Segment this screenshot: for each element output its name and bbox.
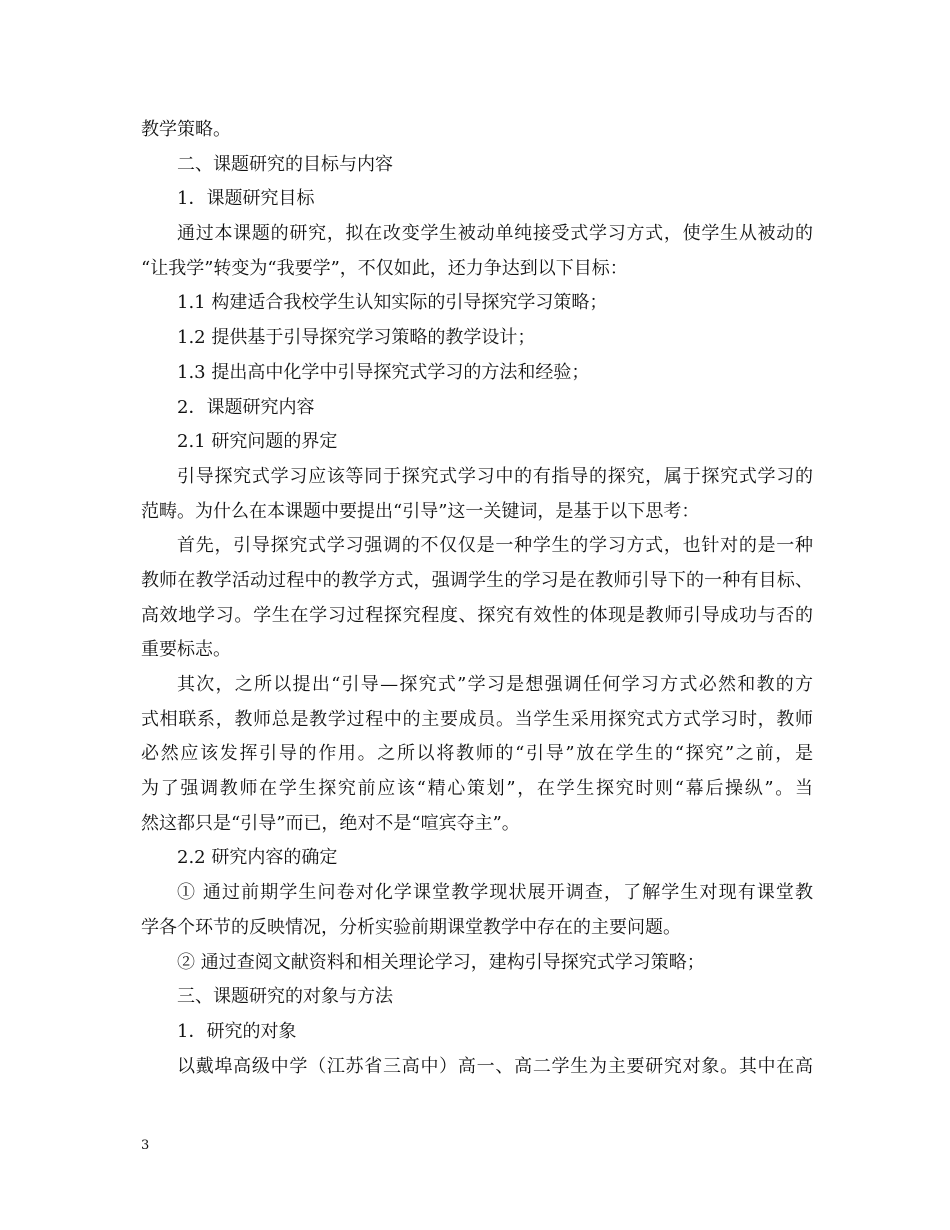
list-item: 1.1 构建适合我校学生认知实际的引导探究学习策略； <box>177 292 608 314</box>
text-line: “让我学”转变为“我要学”，不仅如此，还力争达到以下目标： <box>141 257 628 279</box>
text-line: 为了强调教师在学生探究前应该“精心策划”，在学生探究时则“幕后操纵”。当 <box>141 778 813 800</box>
text-line: 其次，之所以提出“引导—探究式”学习是想强调任何学习方式必然和教的方 <box>177 674 813 695</box>
text-line: 学各个环节的反映情况，分析实验前期课堂教学中存在的主要问题。 <box>141 916 681 938</box>
subsection-heading: 2.2 研究内容的确定 <box>177 847 338 869</box>
text-line: 然这都只是“引导”而已，绝对不是“喧宾夺主”。 <box>141 812 520 834</box>
text-line: 以戴埠高级中学（江苏省三高中）高一、高二学生为主要研究对象。其中在高 <box>177 1055 813 1077</box>
document-body <box>141 113 813 1084</box>
section-heading: 三、课题研究的对象与方法 <box>177 986 393 1008</box>
text-line: 必然应该发挥引导的作用。之所以将教师的“引导”放在学生的“探究”之前，是 <box>141 743 813 765</box>
text-line: 范畴。为什么在本课题中要提出“引导”这一关键词，是基于以下思考： <box>141 500 700 522</box>
text-line: 教师在教学活动过程中的教学方式，强调学生的学习是在教师引导下的一种有目标、 <box>141 569 813 591</box>
text-line: 重要标志。 <box>141 639 231 661</box>
subsection-heading: 1．课题研究目标 <box>177 188 315 210</box>
section-heading: 二、课题研究的目标与内容 <box>177 153 393 175</box>
list-item: ② 通过查阅文献资料和相关理论学习，建构引导探究式学习策略； <box>177 951 705 973</box>
list-item: ① 通过前期学生问卷对化学课堂教学现状展开调查，了解学生对现有课堂教 <box>177 882 813 904</box>
subsection-heading: 2．课题研究内容 <box>177 396 315 418</box>
page-number: 3 <box>141 1138 150 1153</box>
text-line: 引导探究式学习应该等同于探究式学习中的有指导的探究，属于探究式学习的 <box>177 465 813 487</box>
text-line: 通过本课题的研究，拟在改变学生被动单纯接受式学习方式，使学生从被动的 <box>177 223 813 245</box>
subsection-heading: 1．研究的对象 <box>177 1020 297 1042</box>
text-line: 式相联系，教师总是教学过程中的主要成员。当学生采用探究式方式学习时，教师 <box>141 708 813 730</box>
text-line: 高效地学习。学生在学习过程探究程度、探究有效性的体现是教师引导成功与否的 <box>141 604 813 626</box>
text-line: 教学策略。 <box>141 119 231 140</box>
list-item: 1.2 提供基于引导探究学习策略的教学设计； <box>177 327 536 349</box>
list-item: 1.3 提出高中化学中引导探究式学习的方法和经验； <box>177 361 590 383</box>
subsection-heading: 2.1 研究问题的界定 <box>177 431 338 453</box>
text-line: 首先，引导探究式学习强调的不仅仅是一种学生的学习方式，也针对的是一种 <box>177 535 813 557</box>
